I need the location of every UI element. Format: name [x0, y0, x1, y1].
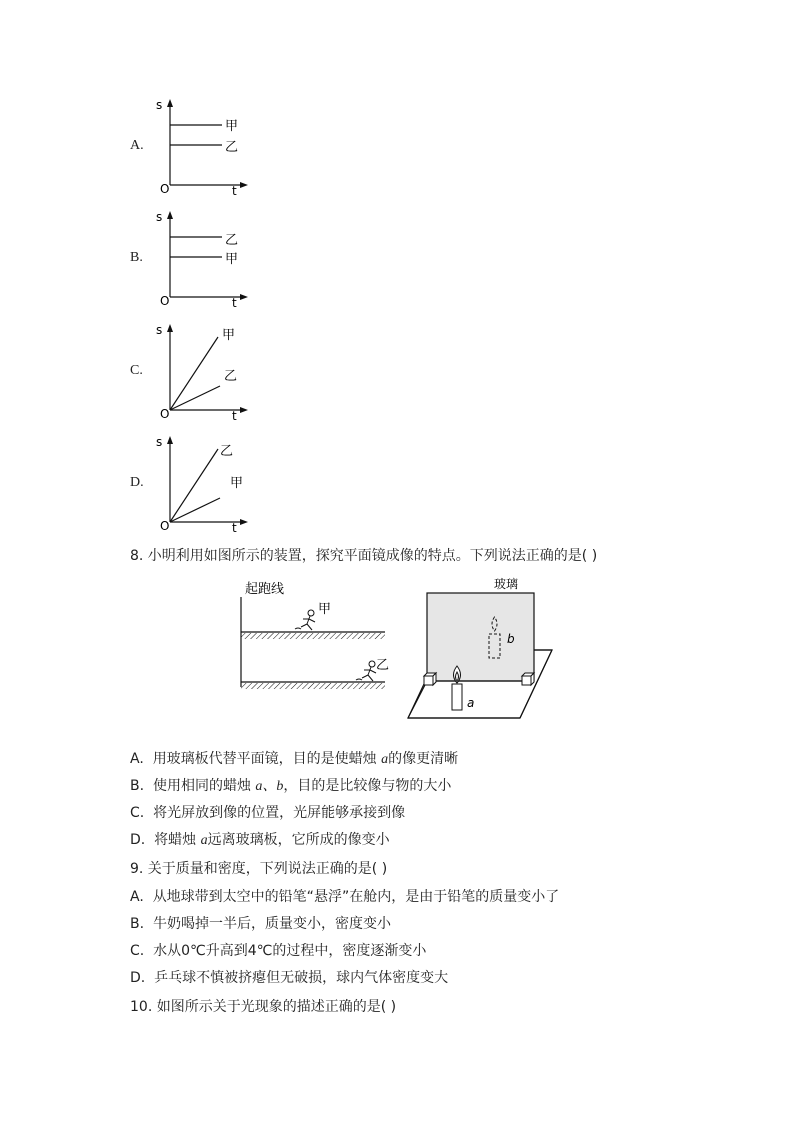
q8-option-d: D. 将蜡烛 a远离玻璃板，它所成的像变小: [130, 832, 390, 848]
glass-label: 玻璃: [494, 577, 519, 591]
axis-y-label: s: [156, 435, 163, 449]
question-10-stem: 10. 如图所示关于光现象的描述正确的是( ): [130, 999, 397, 1015]
runner-a-label: 甲: [318, 602, 332, 617]
glass-plate: [427, 593, 534, 681]
question-8-stem: 8. 小明利用如图所示的装置，探究平面镜成像的特点。下列说法正确的是( ): [130, 548, 598, 564]
st-graph: [150, 95, 260, 200]
option-letter: B.: [130, 250, 143, 265]
question-9-stem: 9. 关于质量和密度，下列说法正确的是( ): [130, 861, 388, 877]
track-lane-divider-lower: [241, 683, 385, 689]
track-lane-divider-upper: [241, 633, 385, 639]
axis-x-label: t: [232, 184, 237, 198]
support-block-right: [522, 673, 534, 685]
candle-a-label: a: [467, 696, 475, 710]
st-graph: [150, 207, 260, 312]
origin-label: O: [160, 294, 170, 308]
runner-icon: [356, 661, 376, 681]
st-graph: [150, 432, 260, 537]
axis-y-label: s: [156, 210, 163, 224]
st-graph: [150, 320, 260, 425]
origin-label: O: [160, 407, 170, 421]
line-label-bottom: 乙: [224, 369, 238, 384]
line-label-bottom: 甲: [225, 252, 239, 267]
axis-y-label: s: [156, 323, 163, 337]
runner-icon: [295, 610, 315, 630]
option-letter: A.: [130, 138, 144, 153]
option-letter: C.: [130, 363, 143, 378]
axis-x-label: t: [232, 521, 237, 535]
line-label-top: 甲: [225, 119, 239, 134]
axis-x-label: t: [232, 409, 237, 423]
axis-y-label: s: [156, 98, 163, 112]
line-label-bottom: 甲: [230, 476, 244, 491]
q8-option-c: C. 将光屏放到像的位置，光屏能够承接到像: [130, 805, 406, 821]
origin-label: O: [160, 182, 170, 196]
support-block-left: [424, 673, 436, 685]
line-label-top: 乙: [225, 233, 239, 248]
line-label-bottom: 乙: [225, 140, 239, 155]
start-line-label: 起跑线: [245, 582, 285, 597]
line-label-top: 甲: [222, 328, 236, 343]
q8-option-b: B. 使用相同的蜡烛 a、b，目的是比较像与物的大小: [130, 778, 452, 794]
option-letter: D.: [130, 475, 144, 490]
candle-a: [452, 666, 462, 710]
q9-option-c: C. 水从0℃升高到4℃的过程中，密度逐渐变小: [130, 943, 427, 959]
running-track-figure: [235, 575, 390, 695]
plane-mirror-figure: [400, 570, 560, 722]
q9-option-b: B. 牛奶喝掉一半后，质量变小，密度变小: [130, 916, 391, 932]
q9-option-a: A. 从地球带到太空中的铅笔“悬浮”在舱内，是由于铅笔的质量变小了: [130, 889, 560, 905]
axis-x-label: t: [232, 296, 237, 310]
q9-option-d: D. 乒乓球不慎被挤瘪但无破损，球内气体密度变大: [130, 970, 449, 986]
line-label-top: 乙: [220, 444, 234, 459]
q8-option-a: A. 用玻璃板代替平面镜，目的是使蜡烛 a的像更清晰: [130, 751, 459, 767]
runner-b-label: 乙: [376, 658, 390, 673]
origin-label: O: [160, 519, 170, 533]
candle-b-label: b: [507, 632, 515, 646]
